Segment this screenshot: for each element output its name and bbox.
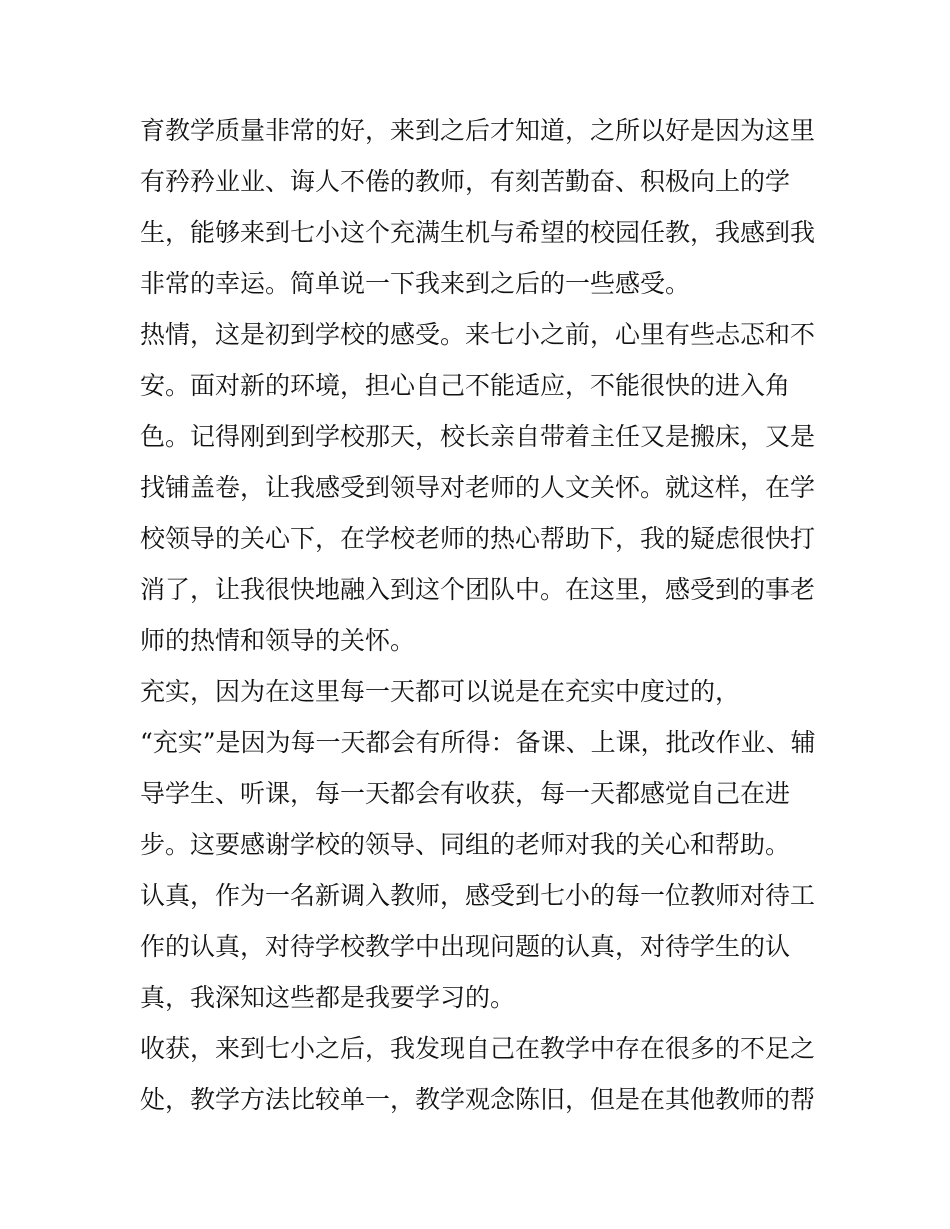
document-body: [140, 105, 820, 1125]
paragraph-enthusiasm: 热情，这是初到学校的感受。来七小之前，心里有些忐忑和不 安。面对新的环境，担心自己不能适应，不能很快的进入角 色。记得刚到到学校那天，校长亲自带着主任又是搬床，又是 找铺盖卷，让我感受到领导对老师的人文关怀。就这样，在学 校领导的关心下，在学校老师的热心帮助下，我的疑虑很快打 消了，让我很快地融入到这个团队中。在这里，感受到的事老 师的热情和领导的关怀。: [140, 320, 816, 655]
paragraph-seriousness: 认真，作为一名新调入教师，感受到七小的每一位教师对待工 作的认真，对待学校教学中出现问题的认真，对待学生的认 真，我深知这些都是我要学习的。: [140, 881, 816, 1012]
paragraph-intro: 育教学质量非常的好，来到之后才知道，之所以好是因为这里 有矜矜业业、诲人不倦的教师，有刻苦勤奋、积极向上的学 生，能够来到七小这个充满生机与希望的校园任教，我感到我 非常的幸运。简单说一下我来到之后的一些感受。: [140, 116, 816, 298]
paragraph-fulfillment: 充实，因为在这里每一天都可以说是在充实中度过的， “充实”是因为每一天都会有所得：备课、上课，批改作业、辅 导学生、听课，每一天都会有收获，每一天都感觉自己在进 步。这要感谢学校的领导、同组的老师对我的关心和帮助。: [140, 677, 816, 859]
paragraph-gains: 收获，来到七小之后，我发现自己在教学中存在很多的不足之 处，教学方法比较单一，教学观念陈旧，但是在其他教师的帮: [140, 1034, 816, 1114]
